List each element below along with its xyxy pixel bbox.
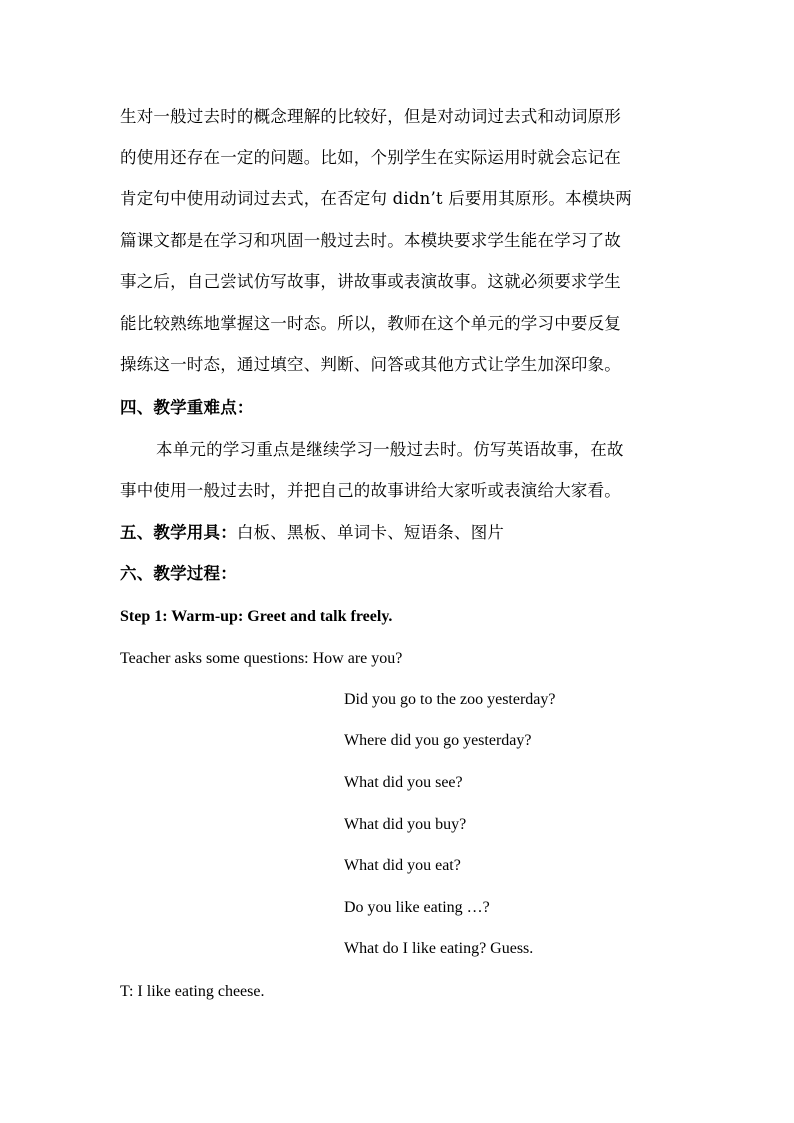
section-heading-6: 六、教学过程： <box>120 564 237 583</box>
paragraph-line: 篇课文都是在学习和巩固一般过去时。本模块要求学生能在学习了故 <box>120 231 621 250</box>
paragraph-line: 事中使用一般过去时，并把自己的故事讲给大家听或表演给大家看。 <box>120 481 621 500</box>
question-item: Did you go to the zoo yesterday? <box>344 691 556 708</box>
section-heading-5: 五、教学用具： <box>120 523 237 542</box>
paragraph-line: 肯定句中使用动词过去式，在否定句 didn’t 后要用其原形。本模块两 <box>120 189 632 208</box>
question-item: What did you see? <box>344 774 463 791</box>
question-item: Where did you go yesterday? <box>344 732 532 749</box>
section-5-content: 白板、黑板、单词卡、短语条、图片 <box>236 523 505 542</box>
section-5-line <box>120 523 680 543</box>
teacher-line: T: I like eating cheese. <box>120 983 265 1000</box>
paragraph-line: 事之后，自己尝试仿写故事，讲故事或表演故事。这就必须要求学生 <box>120 272 621 291</box>
question-item: What did you eat? <box>344 857 461 874</box>
question-item: What did you buy? <box>344 816 467 833</box>
question-item: Do you like eating …? <box>344 899 490 916</box>
paragraph-line: 操练这一时态，通过填空、判断、问答或其他方式让学生加深印象。 <box>120 355 621 374</box>
paragraph-line: 的使用还存在一定的问题。比如，个别学生在实际运用时就会忘记在 <box>120 148 621 167</box>
step-title: Step 1: Warm-up: Greet and talk freely. <box>120 608 393 625</box>
paragraph-line: 能比较熟练地掌握这一时态。所以，教师在这个单元的学习中要反复 <box>120 314 621 333</box>
section-heading-4: 四、教学重难点： <box>120 398 254 417</box>
paragraph-line: 本单元的学习重点是继续学习一般过去时。仿写英语故事，在故 <box>156 440 624 459</box>
paragraph-line: 生对一般过去时的概念理解的比较好，但是对动词过去式和动词原形 <box>120 107 621 126</box>
teacher-intro: Teacher asks some questions: How are you? <box>120 650 403 667</box>
question-item: What do I like eating? Guess. <box>344 940 534 957</box>
